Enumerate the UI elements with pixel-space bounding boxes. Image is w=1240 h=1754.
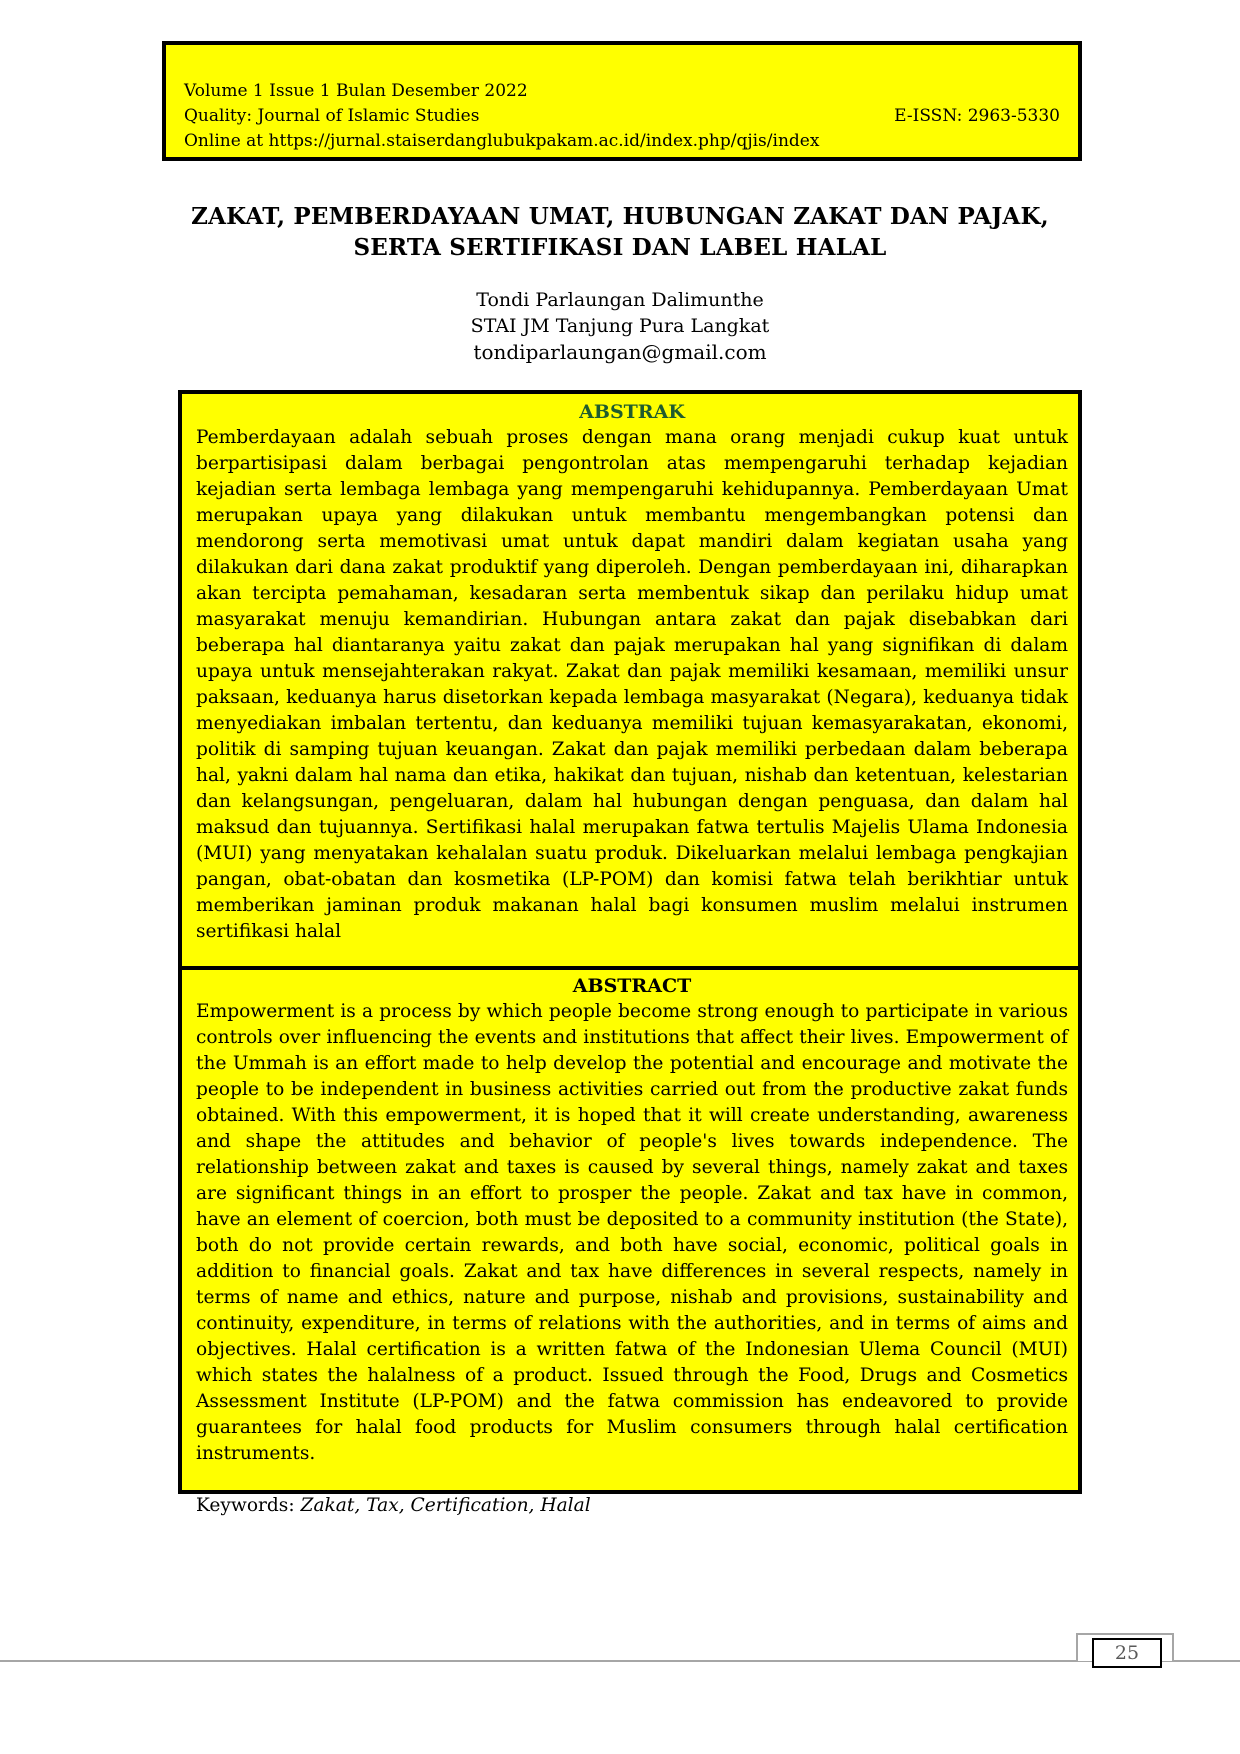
journal-volume-line (184, 79, 1060, 104)
footer-rule (0, 1660, 1240, 1662)
author-affiliation: STAI JM Tanjung Pura Langkat (470, 315, 770, 337)
abstract-keywords-values: Zakat, Tax, Certification, Halal (300, 1495, 591, 1516)
abstract-keywords-label: Keywords: (196, 1495, 301, 1516)
journal-issn: E-ISSN: 2963-5330 (894, 106, 1060, 126)
abstrak-heading: ABSTRAK (579, 401, 685, 423)
journal-name-line (184, 104, 1060, 129)
author-email[interactable]: tondiparlaungan@gmail.com (473, 340, 767, 364)
abstrak-box (178, 390, 1082, 970)
abstrak-text: Pemberdayaan adalah sebuah proses dengan mana orang menjadi cukup kuat untuk berpartisipasi dalam berbagai pengontrolan atas mempengaruhi terhadap kejadian kejadian serta lembaga lembaga yang mempengaruhi kehidupannya. Pemberdayaan Umat merupakan upaya yang dilakukan untuk membantu mengembangkan potensi dan mendorong serta memotivasi umat untuk dapat mandiri dalam kegiatan usaha yang dilakukan dari dana zakat produktif yang diperoleh. Dengan pemberdayaan ini, diharapkan akan tercipta pemahaman, kesadaran serta membentuk sikap dan perilaku hidup umat masyarakat menuju kemandirian. Hubungan antara zakat dan pajak disebabkan dari beberapa hal diantaranya yaitu zakat dan pajak merupakan hal yang signifikan di dalam upaya untuk mensejahterakan rakyat. Zakat dan pajak memiliki kesamaan, memiliki unsur paksaan, keduanya harus disetorkan kepada lembaga masyarakat (Negara), keduanya tidak menyediakan imbalan tertentu, dan keduanya memiliki tujuan kemasyarakatan, ekonomi, politik di samping tujuan keuangan. Zakat dan pajak memiliki perbedaan dalam beberapa hal, yakni dalam hal nama dan etika, hakikat dan tujuan, nishab dan ketentuan, kelestarian dan kelangsungan, pengeluaran, dalam hal hubungan dengan penguasa, dan dalam hal maksud dan tujuannya. Sertifikasi halal merupakan fatwa tertulis Majelis Ulama Indonesia (MUI) yang menyatakan kehalalan suatu produk. Dikeluarkan melalui lembaga pengkajian pangan, obat-obatan dan kosmetika (LP-POM) dan komisi fatwa telah berikhtiar untuk memberikan jaminan produk makanan halal bagi konsumen muslim melalui instrumen sertifikasi halal (196, 427, 1068, 942)
author-name: Tondi Parlaungan Dalimunthe (476, 289, 764, 311)
abstract-keywords (196, 1493, 1068, 1519)
author-block (200, 287, 1040, 365)
journal-online-url[interactable]: Online at https://jurnal.staiserdanglubukpakam.ac.id/index.php/qjis/index (184, 131, 820, 151)
journal-volume: Volume 1 Issue 1 Bulan Desember 2022 (184, 81, 528, 101)
abstract-text: Empowerment is a process by which people become strong enough to participate in various controls over influencing the events and institutions that affect their lives. Empowerment of the Ummah is an effort made to help develop the potential and encourage and motivate the people to be independent in business activities carried out from the productive zakat funds obtained. With this empowerment, it is hoped that it will create understanding, awareness and shape the attitudes and behavior of people's lives towards independence. The relationship between zakat and taxes is caused by several things, namely zakat and taxes are significant things in an effort to prosper the people. Zakat and tax have in common, have an element of coercion, both must be deposited to a community institution (the State), both do not provide certain rewards, and both have social, economic, political goals in addition to financial goals. Zakat and tax have differences in several respects, namely in terms of name and ethics, nature and purpose, nishab and provisions, sustainability and continuity, expenditure, in terms of relations with the authorities, and in terms of aims and objectives. Halal certification is a written fatwa of the Indonesian Ulema Council (MUI) which states the halalness of a product. Issued through the Food, Drugs and Cosmetics Assessment Institute (LP-POM) and the fatwa commission has endeavored to provide guarantees for halal food products for Muslim consumers through halal certification instruments. (196, 1001, 1068, 1464)
abstract-box (178, 966, 1082, 1516)
paper-title-line-2: SERTA SERTIFIKASI DAN LABEL HALAL (353, 234, 887, 261)
paper-title (100, 201, 1140, 263)
abstract-heading: ABSTRACT (572, 975, 692, 997)
journal-name: Quality: Journal of Islamic Studies (184, 106, 480, 126)
page-number: 25 (1092, 1638, 1162, 1668)
journal-header-box (162, 41, 1082, 161)
journal-online-line (184, 129, 1060, 154)
paper-title-line-1: ZAKAT, PEMBERDAYAAN UMAT, HUBUNGAN ZAKAT DAN PAJAK, (191, 203, 1049, 230)
